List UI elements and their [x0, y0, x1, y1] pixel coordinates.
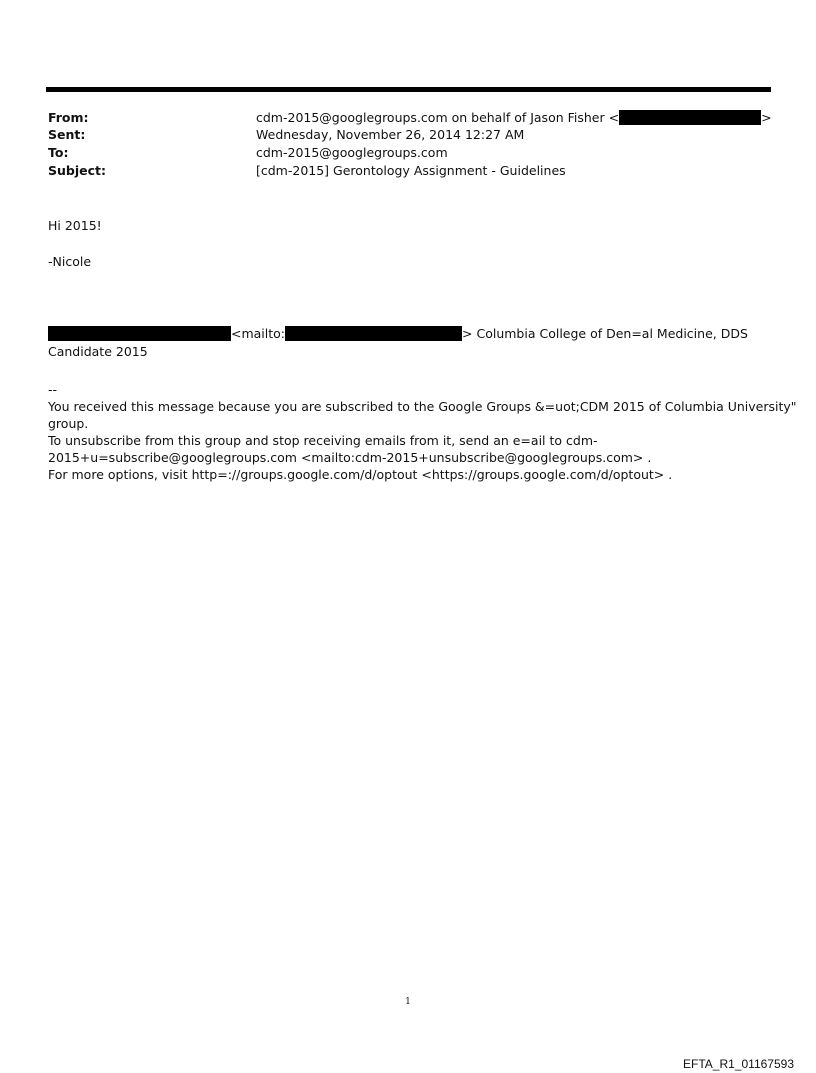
sent-label: Sent:: [48, 127, 86, 142]
signature-affiliation: > Columbia College of Den=al Medicine, DDS: [462, 326, 748, 341]
signature-mailto: <mailto:: [231, 326, 286, 341]
footer-line-2: group.: [48, 416, 89, 431]
from-text: cdm-2015@googlegroups.com on behalf of Jason Fisher <: [256, 110, 620, 125]
from-close: >: [761, 110, 772, 125]
footer-separator: --: [48, 382, 58, 397]
sent-value: Wednesday, November 26, 2014 12:27 AM: [256, 127, 525, 142]
footer-line-3: To unsubscribe from this group and stop receiving emails from it, send an e=ail to cdm-: [48, 433, 598, 448]
signature-line-2: Candidate 2015: [48, 344, 148, 359]
footer-line-4: 2015+u=subscribe@googlegroups.com <mailto:cdm-2015+unsubscribe@googlegroups.com> .: [48, 450, 652, 465]
redaction-box: [285, 326, 462, 341]
footer-line-1: You received this message because you are subscribed to the Google Groups &=uot;CDM 2015 of Columbia University": [48, 399, 797, 414]
to-label: To:: [48, 145, 69, 160]
page-number: 1: [405, 997, 411, 1007]
group-footer: [48, 381, 797, 483]
greeting: Hi 2015!: [48, 218, 102, 233]
to-value: cdm-2015@googlegroups.com: [256, 145, 448, 160]
subject-label: Subject:: [48, 163, 106, 178]
header-rule: [46, 87, 771, 92]
from-value: [256, 110, 772, 125]
from-label: From:: [48, 110, 89, 125]
redaction-box: [48, 326, 231, 341]
redaction-box: [619, 110, 761, 125]
subject-value: [cdm-2015] Gerontology Assignment - Guidelines: [256, 163, 566, 178]
document-id: EFTA_R1_01167593: [683, 1057, 794, 1071]
footer-line-5: For more options, visit http=://groups.google.com/d/optout <https://groups.google.com/d/optout> .: [48, 467, 673, 482]
signature-line: [48, 325, 748, 342]
signoff: -Nicole: [48, 254, 92, 269]
